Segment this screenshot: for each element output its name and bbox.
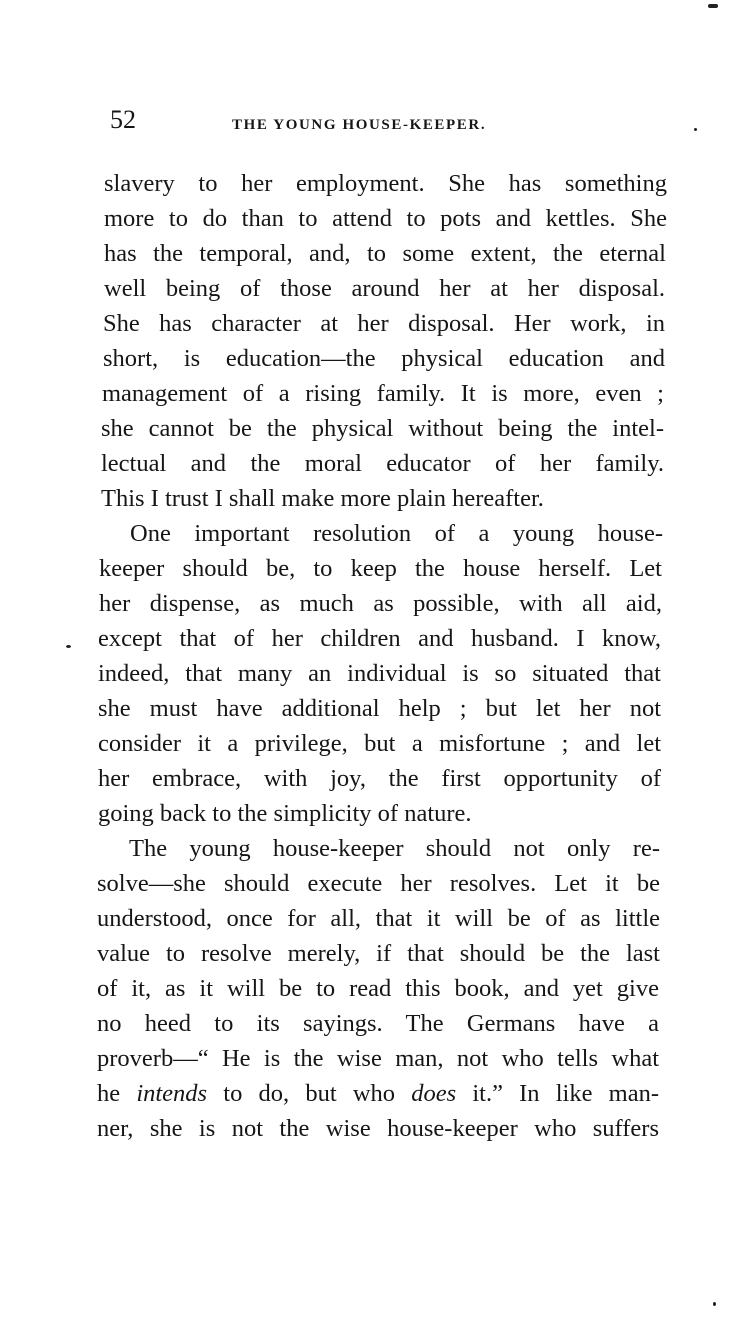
text-line: keeper should be, to keep the house herself. Let [99, 555, 662, 582]
text-line: more to do than to attend to pots and kettles. She [104, 205, 667, 232]
italic-word: does [411, 1080, 457, 1107]
italic-word: intends [136, 1080, 208, 1107]
text-line: indeed, that many an individual is so situated that [98, 660, 661, 687]
text-line: has the temporal, and, to some extent, the eternal [104, 240, 666, 267]
ink-speck [694, 128, 697, 131]
text-line: lectual and the moral educator of her family. [101, 450, 664, 477]
text-line: One important resolution of a young house- [130, 520, 663, 547]
running-head: THE YOUNG HOUSE-KEEPER. [232, 117, 487, 133]
text-line: no heed to its sayings. The Germans have a [97, 1010, 659, 1037]
text-line: short, is education—the physical education and [103, 345, 665, 372]
ink-speck [66, 645, 71, 648]
text-line: proverb—“ He is the wise man, not who tells what [97, 1045, 659, 1072]
text-line: management of a rising family. It is more, even ; [102, 380, 664, 407]
text-line: well being of those around her at her disposal. [104, 275, 665, 302]
text-line: solve—she should execute her resolves. Let it be [97, 870, 660, 897]
ink-speck [708, 4, 718, 8]
text-line: she must have additional help ; but let her not [98, 695, 661, 722]
text-span: to do, but who [207, 1080, 412, 1107]
text-span: it.” In like man- [456, 1080, 659, 1107]
ink-speck [713, 1302, 716, 1306]
text-line: slavery to her employment. She has something [104, 170, 667, 197]
page-number: 52 [110, 105, 136, 134]
text-line: The young house-keeper should not only re- [129, 835, 660, 862]
text-line: consider it a privilege, but a misfortune ; and let [98, 730, 661, 757]
text-span: he [97, 1080, 137, 1107]
text-line: of it, as it will be to read this book, and yet give [97, 975, 659, 1002]
text-line-italics [97, 1080, 659, 1108]
text-line: her embrace, with joy, the first opportunity of [98, 765, 661, 792]
text-line: except that of her children and husband. I know, [98, 625, 661, 652]
text-line: she cannot be the physical without being the intel- [101, 415, 664, 442]
text-line: ner, she is not the wise house-keeper who suffers [97, 1115, 659, 1142]
text-line: This I trust I shall make more plain hereafter. [101, 485, 544, 512]
text-line: her dispense, as much as possible, with all aid, [99, 590, 662, 617]
text-line: going back to the simplicity of nature. [98, 800, 472, 827]
text-line: understood, once for all, that it will be of as little [97, 905, 660, 932]
text-line: She has character at her disposal. Her work, in [103, 310, 665, 337]
text-line: value to resolve merely, if that should be the last [97, 940, 660, 967]
